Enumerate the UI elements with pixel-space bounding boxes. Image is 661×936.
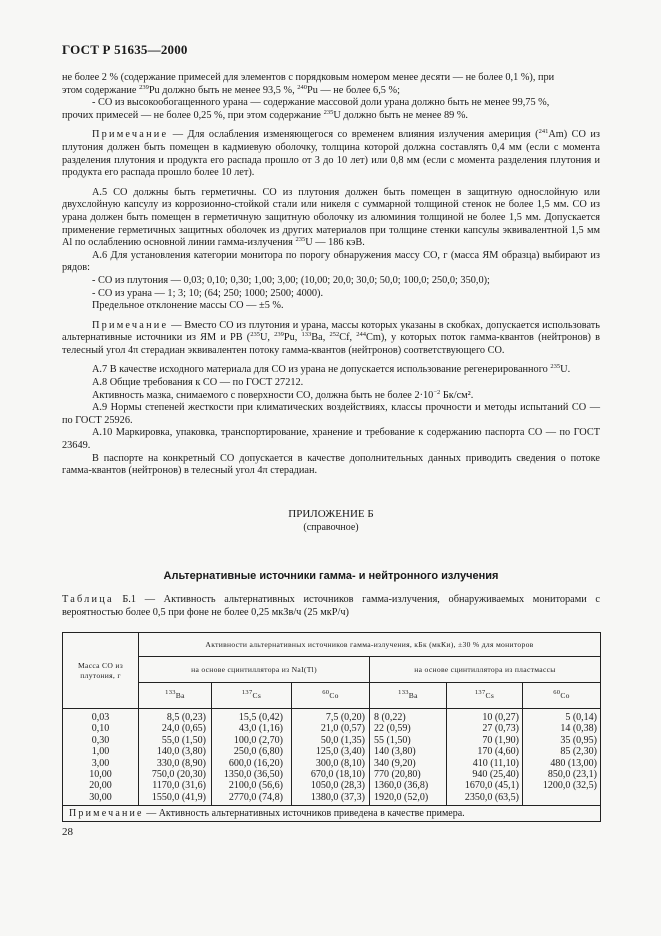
section-title: Альтернативные источники гамма- и нейтронного излучения xyxy=(163,570,499,582)
table-note: Примечание — Активность альтернативных источников приведена в качестве примера. xyxy=(63,806,601,822)
activity-requirement: Активность мазка, снимаемого с поверхности СО, должна быть не более $2\cdot 10^{-2}$ Бк/см². xyxy=(92,388,474,401)
p2-line1: - СО из высокообогащенного урана — содержание массовой доли урана должно быть не менее 99,75 %, xyxy=(92,97,550,109)
mass-header: Масса СО из плутония, г xyxy=(63,633,139,709)
clause-a6-pu: - СО из плутония — 0,03; 0,10; 0,30; 1,00; 3,00; (10,00; 20,0; 30,0; 50,0; 100,0; 250,0; 350,0); xyxy=(92,274,490,286)
appendix-title: ПРИЛОЖЕНИЕ Б xyxy=(288,508,374,520)
isotope-header: $^{137}$Cs xyxy=(447,683,523,709)
clause-a7: А.7 В качестве исходного материала для СО из урана не допускается использование регенерированного $^{235}$U. xyxy=(92,363,571,376)
co60-plastic-column: 5 (0,14) 14 (0,38) 35 (0,95) 85 (2,30) 480 (13,00) 850,0 (23,1) 1200,0 (32,5) xyxy=(523,709,601,806)
table-caption: Таблица Б.1 — Активность альтернативных источников гамма-излучения, обнаруживаемых мониторами с вероятностью более 0,5 при фоне не более 0,25 мкЗв/ч (25 мкР/ч) xyxy=(62,594,600,618)
appendix-heading xyxy=(62,508,600,534)
clause-a5: А.5 СО должны быть герметичны. СО из плутония должен быть помещен в защитную однослойную или двухслойную капсулу из коррозионно-стойкой стали или никеля с суммарной толщиной стенок не более 1,5 мм. СО из урана должен быть помещен в герметичную защитную оболочку из алюминия толщиной не более 1,5 мм. Допускается применение герметичных защитных оболочек из других материалов при толщине стенки капсулы эквивалентной 1,5 мм Al по ослаблению основной линии гамма-излучения $^{235}$U — 186 кэВ. xyxy=(62,186,600,249)
p2-line2: прочих примесей — не более 0,25 %, при этом содержание $^{235}$U должно быть не менее 89 %. xyxy=(62,108,468,121)
p1-line1: не более 2 % (содержание примесей для элементов с порядковым номером менее десяти — не более 0,1 %), при xyxy=(62,72,555,83)
mass-column: 0,03 0,10 0,30 1,00 3,00 10,00 20,00 30,00 xyxy=(63,709,139,806)
clause-a10: А.10 Маркировка, упаковка, транспортирование, хранение и требование к содержанию паспорта СО — по ГОСТ 23649. xyxy=(62,427,600,452)
isotope-header: $^{137}$Cs xyxy=(212,683,292,709)
isotope-header: $^{60}$Co xyxy=(523,683,601,709)
passport-note: В паспорте на конкретный СО допускается в качестве дополнительных данных приводить сведения о потоке гамма-квантов (нейтронов) в телесный угол 4π стерадиан. xyxy=(62,452,600,477)
note-1: Примечание — Для ослабления изменяющегося со временем влияния излучения америция ($^{241}$Am) СО из плутония должен быть помещен в кадмиевую оболочку, толщина которой должна составлять 0,4 мм (если с момента разделения плутония и продукта его распада прошло от 3 до 10 лет) или 0,8 мм (если с момента разделения плутония и продукта его распада прошло более 10 лет). xyxy=(62,128,600,179)
activity-table xyxy=(62,632,601,822)
ba133-nai-column: 8,5 (0,23) 24,0 (0,65) 55,0 (1,50) 140,0 (3,80) 330,0 (8,90) 750,0 (20,30) 1170,0 (31,6) 1550,0 (41,9) xyxy=(139,709,212,806)
clause-a8: А.8 Общие требования к СО — по ГОСТ 27212. xyxy=(92,377,304,389)
isotope-header-row xyxy=(63,683,601,709)
cs137-nai-column: 15,5 (0,42) 43,0 (1,16) 100,0 (2,70) 250,0 (6,80) 600,0 (16,20) 1350,0 (36,50) 2100,0 (56,6) 2770,0 (74,8) xyxy=(212,709,292,806)
note-2: Примечание — Вместо СО из плутония и урана, массы которых указаны в скобках, допускается использовать альтернативные источники из ЯМ и РВ ($^{235}$U, $^{239}$Pu, $^{133}$Ba, $^{252}$Cf, $^{244}$Cm), у которых поток гамма-квантов (нейтронов) в телесный угол 4π стерадиан эквивалентен потоку гамма-квантов (нейтронов) соответствующего СО. xyxy=(62,319,600,356)
ba133-plastic-column: 8 (0,22) 22 (0,59) 55 (1,50) 140 (3,80) 340 (9,20) 770 (20,80) 1360,0 (36,8) 1920,0 (52,0) xyxy=(370,709,447,806)
cs137-plastic-column: 10 (0,27) 27 (0,73) 70 (1,90) 170 (4,60) 410 (11,10) 940 (25,40) 1670,0 (45,1) 2350,0 (63,5) xyxy=(447,709,523,806)
p1-line2: этом содержание $^{239}$Pu должно быть не менее 93,5 %, $^{240}$Pu — не более 6,5 %; xyxy=(62,83,400,96)
body-text xyxy=(62,72,600,478)
isotope-header: $^{60}$Co xyxy=(292,683,370,709)
page-number: 28 xyxy=(62,826,73,838)
appendix-subtitle: (справочное) xyxy=(303,522,359,533)
co60-nai-column: 7,5 (0,20) 21,0 (0,57) 50,0 (1,35) 125,0 (3,40) 300,0 (8,10) 670,0 (18,10) 1050,0 (28,3) 1380,0 (37,3) xyxy=(292,709,370,806)
clause-a9: А.9 Нормы степеней жесткости при климатических воздействиях, классы прочности и методы испытаний СО — по ГОСТ 25926. xyxy=(62,402,600,426)
plastic-group-header: на основе сцинтиллятора из пластмассы xyxy=(370,657,601,683)
clause-a6: А.6 Для установления категории монитора по порогу обнаружения массу СО, г (масса ЯМ образца) выбирают из рядов: xyxy=(62,249,600,274)
nai-group-header: на основе сцинтиллятора из NaI(Tl) xyxy=(139,657,370,683)
standard-header: ГОСТ Р 51635—2000 xyxy=(62,42,188,57)
clause-a6-u: - СО из урана — 1; 3; 10; (64; 250; 1000; 2500; 4000). xyxy=(92,287,324,299)
clause-a6-deviation: Предельное отклонение массы СО — ±5 %. xyxy=(92,300,284,312)
values-row xyxy=(63,709,601,806)
isotope-header: $^{133}$Ba xyxy=(139,683,212,709)
activity-header: Активности альтернативных источников гамма-излучения, кБк (мкКи), ±30 % для мониторов xyxy=(139,633,601,657)
isotope-header: $^{133}$Ba xyxy=(370,683,447,709)
